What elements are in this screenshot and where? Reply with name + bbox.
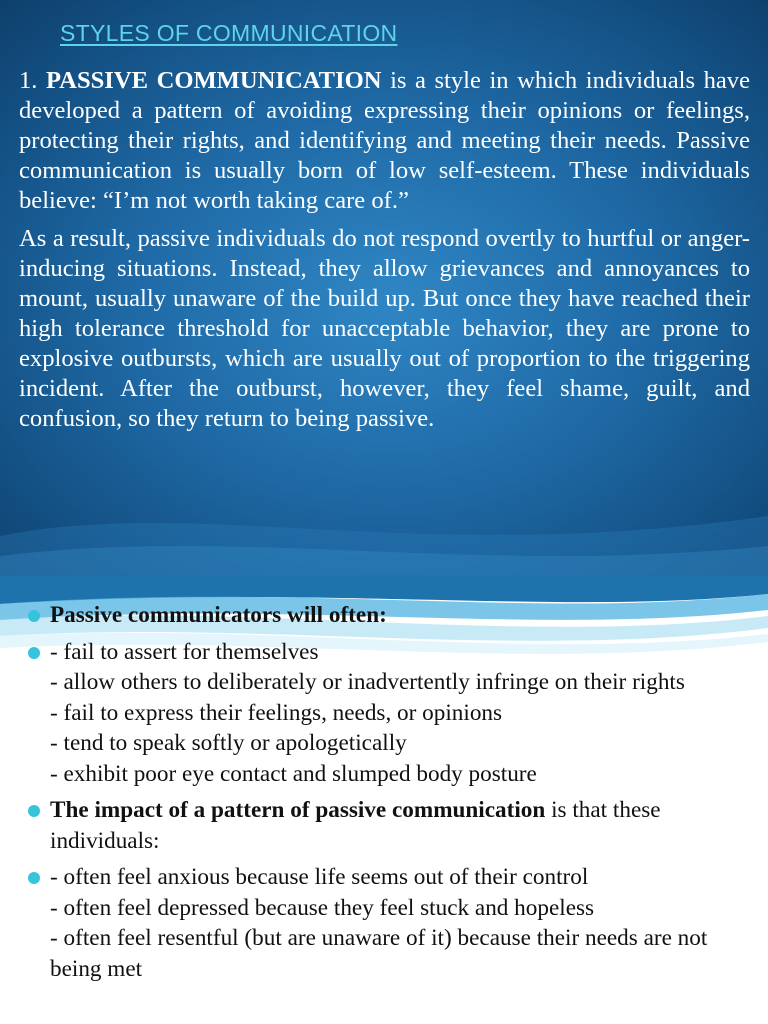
list-item-effects <box>0 862 760 984</box>
bullet-icon <box>28 647 40 659</box>
slide-title: STYLES OF COMMUNICATION <box>60 20 398 46</box>
passive-definition-text: is a style in which individuals have developed a pattern of avoiding expressing their opinions or feelings, protecting their rights, and identifying and meeting their needs. Passive communication is usually born of low self-esteem. These individuals believe: “I’m not worth taking care of.” <box>19 67 750 214</box>
passive-communication-term: PASSIVE COMMUNICATION <box>45 67 382 94</box>
list-item-heading <box>0 600 760 631</box>
behaviors-heading: Passive communicators will often: <box>50 602 387 628</box>
effect-line: - often feel resentful (but are unaware of it) because their needs are not being met <box>50 925 708 982</box>
effect-line: - often feel anxious because life seems out of their control <box>50 864 589 890</box>
behavior-line: - fail to express their feelings, needs, or opinions <box>50 699 503 726</box>
effect-line: - often feel depressed because they feel stuck and hopeless <box>50 894 595 921</box>
bullet-list <box>0 600 760 990</box>
passive-definition-paragraph <box>19 66 750 216</box>
behavior-line: - exhibit poor eye contact and slumped body posture <box>50 760 537 787</box>
behavior-line: - fail to assert for themselves <box>50 638 319 665</box>
impact-bold-text: The impact of a pattern of passive communication <box>50 797 546 823</box>
behavior-line: - allow others to deliberately or inadvertently infringe on their rights <box>50 669 685 695</box>
list-item-impact <box>0 795 760 856</box>
slide-2 <box>0 576 768 1024</box>
bullet-icon <box>28 610 40 622</box>
slide-1-body <box>19 66 750 442</box>
bullet-icon <box>28 872 40 884</box>
passive-result-paragraph: As a result, passive individuals do not respond overtly to hurtful or anger-inducing situations. Instead, they allow grievances and annoyances to mount, usually unaware of the build up. But once they have reached their high tolerance threshold for unacceptable behavior, they are prone to explosive outbursts, which are usually out of proportion to the triggering incident. After the outburst, however, they feel shame, guilt, and confusion, so they return to being passive. <box>19 225 750 432</box>
impact-rest-text: is that these individuals: <box>50 797 661 854</box>
behavior-line: - tend to speak softly or apologetically <box>50 730 407 756</box>
list-item-behaviors <box>0 637 760 790</box>
bullet-icon <box>28 805 40 817</box>
slide-1-wave-decoration <box>0 476 768 576</box>
paragraph-number: 1. <box>19 67 38 94</box>
